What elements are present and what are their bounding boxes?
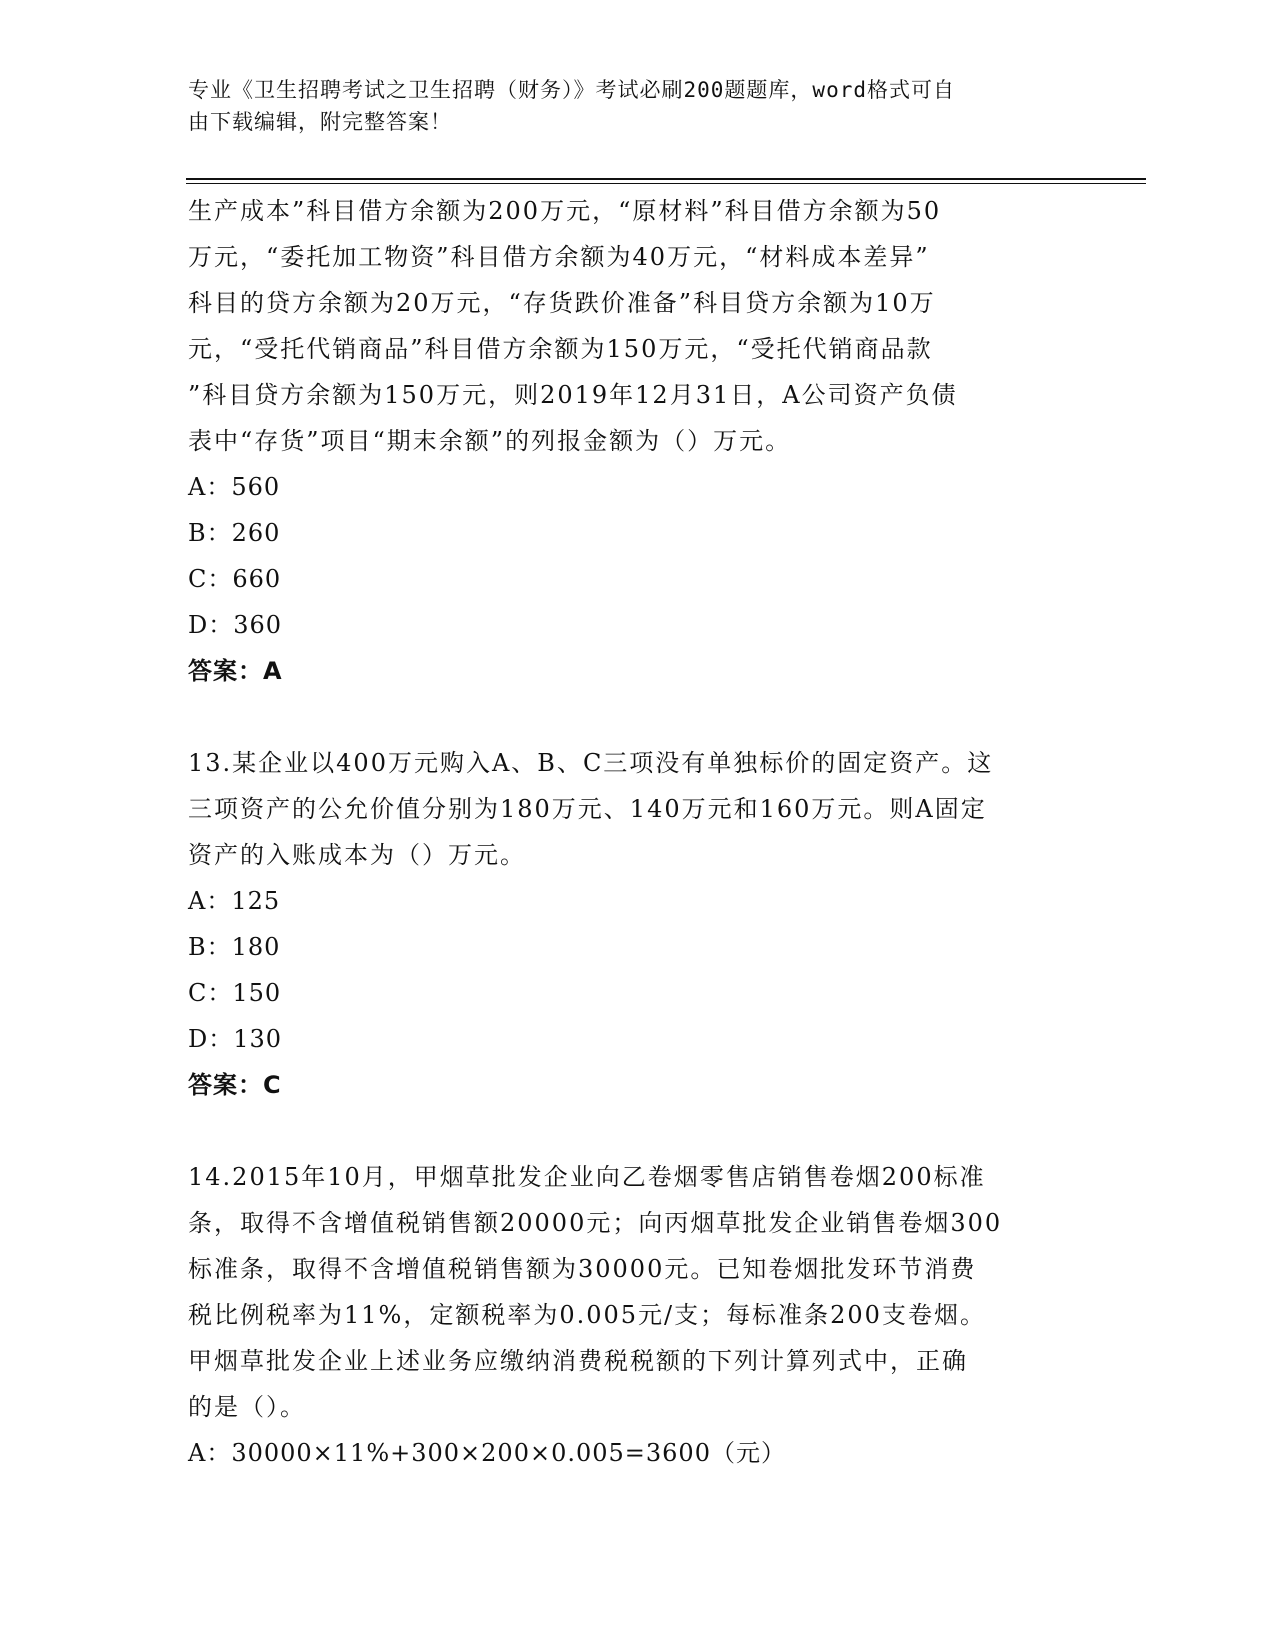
option-b: B：180 <box>188 933 281 961</box>
option-a: A：125 <box>188 887 281 915</box>
option-d: D：360 <box>188 611 283 639</box>
question-text-line: 标准条，取得不含增值税销售额为30000元。已知卷烟批发环节消费 <box>188 1255 977 1283</box>
answer-label: 答案：C <box>188 1071 282 1099</box>
spacer <box>188 1108 1088 1154</box>
answer-label: 答案：A <box>188 657 283 685</box>
question-text-line: 科目的贷方余额为20万元，“存货跌价准备”科目贷方余额为10万 <box>188 289 936 317</box>
spacer <box>188 694 1088 740</box>
question-text-line: 万元，“委托加工物资”科目借方余额为40万元，“材料成本差异” <box>188 243 930 271</box>
question-text-line: 税比例税率为11%，定额税率为0.005元/支；每标准条200支卷烟。 <box>188 1301 986 1329</box>
option-a: A：30000×11%+300×200×0.005=3600（元） <box>188 1439 786 1467</box>
question-text-line: 表中“存货”项目“期末余额”的列报金额为（）万元。 <box>188 427 792 455</box>
option-c: C：660 <box>188 565 282 593</box>
question-text-line: 甲烟草批发企业上述业务应缴纳消费税税额的下列计算列式中，正确 <box>188 1347 968 1375</box>
header-divider-thick <box>186 178 1146 180</box>
question-text-line: 14.2015年10月，甲烟草批发企业向乙卷烟零售店销售卷烟200标准 <box>188 1163 986 1191</box>
header-line-1: 专业《卫生招聘考试之卫生招聘（财务）》考试必刷200题题库，word格式可自 <box>188 78 955 102</box>
question-text-line: 条，取得不含增值税销售额20000元；向丙烟草批发企业销售卷烟300 <box>188 1209 1003 1237</box>
question-14 <box>188 1154 1088 1476</box>
question-text-line: 的是（）。 <box>188 1393 306 1421</box>
question-text-line: 资产的入账成本为（）万元。 <box>188 841 526 869</box>
option-c: C：150 <box>188 979 282 1007</box>
question-12 <box>188 188 1088 694</box>
option-a: A：560 <box>188 473 281 501</box>
header-divider-thin <box>186 183 1146 184</box>
question-text-line: 13.某企业以400万元购入A、B、C三项没有单独标价的固定资产。这 <box>188 749 994 777</box>
question-13 <box>188 740 1088 1108</box>
question-text-line: ”科目贷方余额为150万元，则2019年12月31日，A公司资产负债 <box>188 381 958 409</box>
question-text-line: 元，“受托代销商品”科目借方余额为150万元，“受托代销商品款 <box>188 335 933 363</box>
question-text-line: 三项资产的公允价值分别为180万元、140万元和160万元。则A固定 <box>188 795 987 823</box>
option-d: D：130 <box>188 1025 283 1053</box>
question-text-line: 生产成本”科目借方余额为200万元，“原材料”科目借方余额为50 <box>188 197 942 225</box>
header-line-2: 由下载编辑，附完整答案！ <box>188 110 452 134</box>
document-header <box>188 74 1068 138</box>
option-b: B：260 <box>188 519 281 547</box>
document-body <box>188 188 1088 1476</box>
